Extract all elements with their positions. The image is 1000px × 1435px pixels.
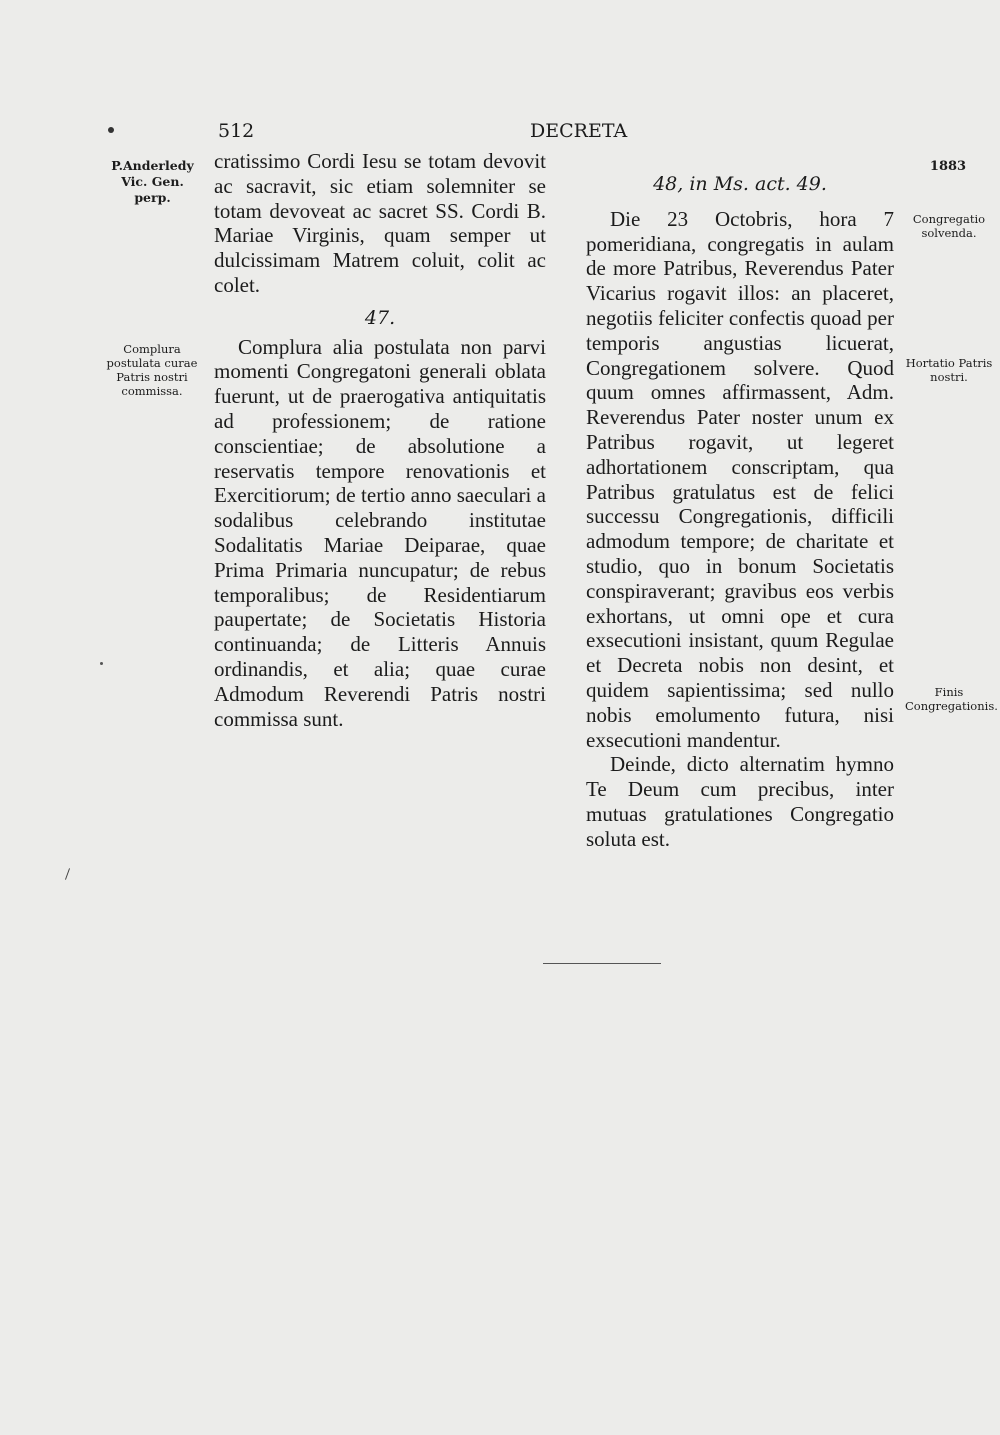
margin-tick [65,868,70,880]
section-number: 47. [364,306,396,329]
margin-note-left-mid: Complura postulata curae Patris nostri commissa. [106,342,198,398]
margin-note-right-2: Hortatio Patris nostri. [905,356,993,384]
section-heading: 48, in Ms. act. 49. [653,173,827,195]
page-number: 512 [218,120,255,142]
left-paragraph-1: cratissimo Cordi Iesu se totam devovit ac sacravit, sic etiam solemniter se totam devoveat ac sacret SS. Cordi B. Mariae Virginis, quam semper ut dulcissimam Matrem coluit, colit ac colet. [214,149,546,297]
left-column [214,149,546,731]
margin-speck [100,662,103,665]
left-paragraph-2: Complura alia postulata non parvi momenti Congregatoni generali oblata fuerunt, ut de praerogativa antiquitatis ad professionem; de ratione conscientiae; de absolutione a reservatis tempore renovationis et Exercitiorum; de tertio anno saeculari a sodalibus celebrando institutae Sodalitatis Mariae Deiparae, quae Prima Primaria nuncupatur; de rebus temporalibus; de Residentiarum paupertate; de Societatis Historia continuanda; de Litteris Annuis ordinandis, et alia; quae curae Admodum Reverendi Patris nostri commissa sunt. [214,334,546,731]
closing-rule [543,963,661,964]
margin-dot [108,127,114,133]
margin-note-year: 1883 [929,159,967,174]
margin-note-right-1: Congregatio solvenda. [912,212,986,240]
right-paragraph-1: Die 23 Octobris, hora 7 pomeridiana, congregatis in aulam de more Patribus, Reverendus Pater Vicarius rogavit illos: an placeret, negotiis feliciter confectis quoad per temporis angustias licuerat, Congregationem solvere. Quod quum omnes affirmassent, Adm. Reverendus Pater noster unum ex Patribus rogavit, ut legeret adhortationem conscriptam, qua Patribus gratulatus est de felici successu Congregationis, difficili admodum tempore; de charitate et studio, quo in bonum Societatis conspiraverant; gravibus eos verbis exhortans, ut omni ope et cura exsecutioni insistant, quum Regulae et Decreta nobis non desint, et quidem sapientissima; sed nullo nobis emolumento futura, nisi exsecutioni mandentur. [586,206,894,752]
right-paragraph-2: Deinde, dicto alternatim hymno Te Deum cum precibus, inter mutuas gratulationes Congregatio soluta est. [586,752,894,851]
right-column [586,172,894,852]
running-title: DECRETA [530,120,628,142]
margin-note-right-3: Finis Congregationis. [905,685,998,713]
margin-note-left-top: P.Anderledy Vic. Gen. perp. [111,158,194,205]
